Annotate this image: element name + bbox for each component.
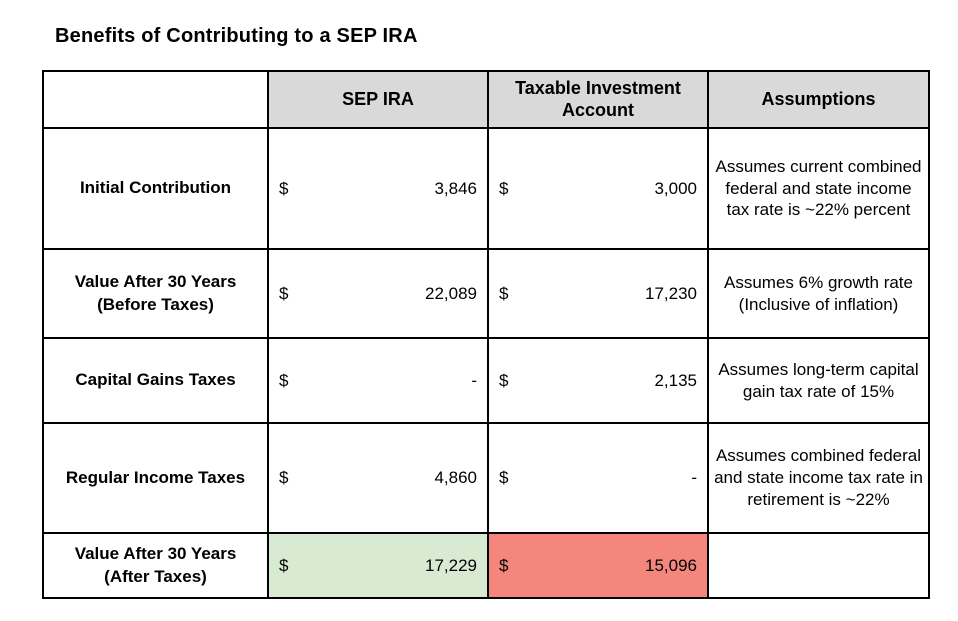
table-header-row [43, 71, 929, 128]
taxable-value-cell [488, 423, 708, 533]
assumption-cell: Assumes long-term capital gain tax rate of 15% [708, 338, 929, 423]
currency-symbol: $ [279, 468, 289, 487]
currency-symbol: $ [279, 370, 289, 390]
assumption-cell: Assumes combined federal and state income tax rate in retirement is ~22% [708, 423, 929, 533]
benefits-table-container [42, 70, 930, 599]
taxable-value-cell [488, 128, 708, 249]
table-row [43, 249, 929, 338]
row-label-initial-contribution: Initial Contribution [43, 128, 268, 249]
table-row [43, 338, 929, 423]
sep-ira-value-cell [268, 128, 488, 249]
currency-symbol: $ [499, 468, 509, 487]
table-row [43, 128, 929, 249]
page-title: Benefits of Contributing to a SEP IRA [55, 25, 418, 48]
amount: - [691, 468, 697, 487]
row-label-value-before-taxes: Value After 30 Years (Before Taxes) [43, 249, 268, 338]
assumption-cell: Assumes current combined federal and state income tax rate is ~22% percent [708, 128, 929, 249]
amount: 2,135 [654, 370, 697, 390]
amount: 3,846 [434, 178, 477, 198]
taxable-value-cell [488, 249, 708, 338]
row-label-regular-income-taxes: Regular Income Taxes [43, 423, 268, 533]
amount: 17,230 [645, 283, 697, 303]
amount: 22,089 [425, 283, 477, 303]
currency-symbol: $ [279, 178, 289, 198]
header-cell-sep-ira: SEP IRA [268, 71, 488, 128]
header-cell-blank [43, 71, 268, 128]
table-row [43, 533, 929, 598]
table-row [43, 423, 929, 533]
sep-ira-value-cell-highlighted-green [268, 533, 488, 598]
amount: 17,229 [425, 555, 477, 575]
taxable-value-cell [488, 338, 708, 423]
benefits-table [42, 70, 930, 599]
amount: 4,860 [434, 468, 477, 487]
currency-symbol: $ [499, 555, 509, 575]
currency-symbol: $ [279, 283, 289, 303]
currency-symbol: $ [279, 555, 289, 575]
currency-symbol: $ [499, 178, 509, 198]
currency-symbol: $ [499, 283, 509, 303]
assumption-cell: Assumes 6% growth rate (Inclusive of inflation) [708, 249, 929, 338]
sep-ira-value-cell [268, 423, 488, 533]
header-cell-assumptions: Assumptions [708, 71, 929, 128]
amount: - [471, 370, 477, 390]
currency-symbol: $ [499, 370, 509, 390]
taxable-value-cell-highlighted-red [488, 533, 708, 598]
header-cell-taxable-account: Taxable Investment Account [488, 71, 708, 128]
assumption-cell-empty [708, 533, 929, 598]
sep-ira-value-cell [268, 338, 488, 423]
amount: 15,096 [645, 555, 697, 575]
row-label-capital-gains-taxes: Capital Gains Taxes [43, 338, 268, 423]
row-label-value-after-taxes: Value After 30 Years (After Taxes) [43, 533, 268, 598]
sep-ira-value-cell [268, 249, 488, 338]
amount: 3,000 [654, 178, 697, 198]
